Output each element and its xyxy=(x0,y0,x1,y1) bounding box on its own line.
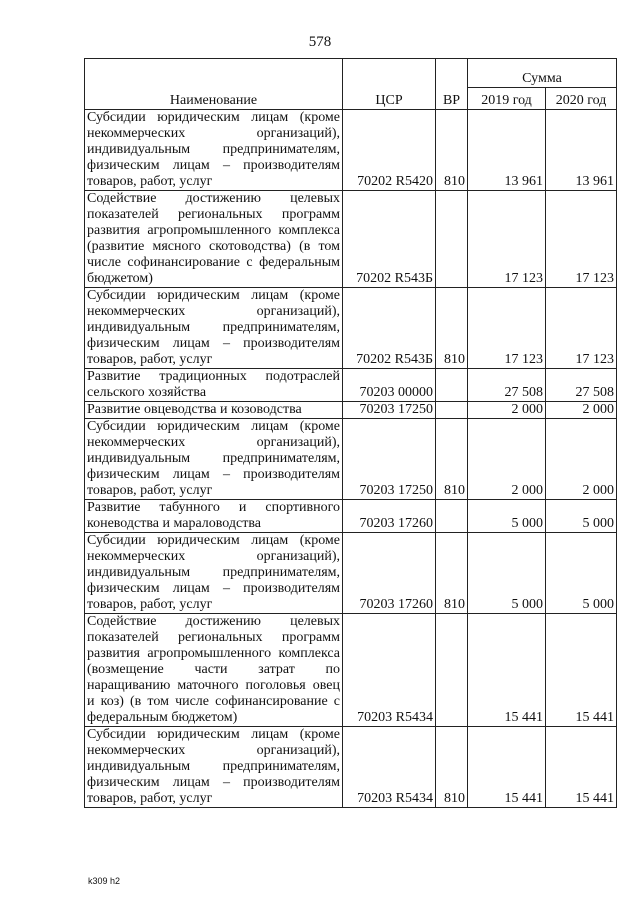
row-csr-cell: 70203 00000 xyxy=(343,369,436,402)
row-csr-cell: 70203 17260 xyxy=(343,533,436,614)
row-name-cell: Развитие табунного и спортивного коневодства и мараловодства xyxy=(85,500,343,533)
row-sum-2020-cell: 13 961 xyxy=(546,110,617,191)
row-sum-2020-cell: 2 000 xyxy=(546,402,617,419)
header-csr: ЦСР xyxy=(343,59,436,110)
footer-code: k309 h2 xyxy=(88,876,121,886)
row-vr-cell xyxy=(436,191,468,288)
row-sum-2019-cell: 15 441 xyxy=(468,727,546,808)
row-sum-2019-cell: 17 123 xyxy=(468,288,546,369)
row-sum-2020-cell: 2 000 xyxy=(546,419,617,500)
row-vr-cell xyxy=(436,500,468,533)
table-row xyxy=(85,369,617,402)
header-year-2019: 2019 год xyxy=(468,87,546,109)
row-sum-2020-cell: 5 000 xyxy=(546,500,617,533)
budget-table xyxy=(84,58,617,808)
row-name-cell: Субсидии юридическим лицам (кроме некоммерческих организаций), индивидуальным предпринимателям, физическим лицам – производителям товаров, работ, услуг xyxy=(85,110,343,191)
table-row xyxy=(85,110,617,191)
row-csr-cell: 70203 R5434 xyxy=(343,614,436,727)
row-name-cell: Субсидии юридическим лицам (кроме некоммерческих организаций), индивидуальным предпринимателям, физическим лицам – производителям товаров, работ, услуг xyxy=(85,727,343,808)
row-name-cell: Субсидии юридическим лицам (кроме некоммерческих организаций), индивидуальным предпринимателям, физическим лицам – производителям товаров, работ, услуг xyxy=(85,419,343,500)
row-vr-cell: 810 xyxy=(436,288,468,369)
row-sum-2019-cell: 2 000 xyxy=(468,402,546,419)
row-sum-2020-cell: 17 123 xyxy=(546,191,617,288)
row-sum-2020-cell: 17 123 xyxy=(546,288,617,369)
row-name-cell: Содействие достижению целевых показателей региональных программ развития агропромышленного комплекса (развитие мясного скотоводства) (в том числе софинансирование с федеральным бюджетом) xyxy=(85,191,343,288)
row-vr-cell xyxy=(436,369,468,402)
header-year-2020: 2020 год xyxy=(546,87,617,109)
row-sum-2020-cell: 15 441 xyxy=(546,614,617,727)
row-sum-2020-cell: 5 000 xyxy=(546,533,617,614)
header-sum: Сумма xyxy=(468,59,617,88)
table-row xyxy=(85,191,617,288)
row-vr-cell xyxy=(436,614,468,727)
row-csr-cell: 70202 R5420 xyxy=(343,110,436,191)
row-csr-cell: 70203 R5434 xyxy=(343,727,436,808)
row-csr-cell: 70203 17250 xyxy=(343,419,436,500)
row-sum-2019-cell: 2 000 xyxy=(468,419,546,500)
row-sum-2019-cell: 5 000 xyxy=(468,500,546,533)
row-vr-cell: 810 xyxy=(436,727,468,808)
row-csr-cell: 70202 R543Б xyxy=(343,288,436,369)
table-row xyxy=(85,614,617,727)
row-vr-cell xyxy=(436,402,468,419)
row-name-cell: Развитие традиционных подотраслей сельского хозяйства xyxy=(85,369,343,402)
header-vr: ВР xyxy=(436,59,468,110)
table-row xyxy=(85,727,617,808)
table-row xyxy=(85,500,617,533)
table-body xyxy=(85,110,617,808)
row-sum-2019-cell: 13 961 xyxy=(468,110,546,191)
row-name-cell: Содействие достижению целевых показателей региональных программ развития агропромышленного комплекса (возмещение части затрат по наращиванию маточного поголовья овец и коз) (в том числе софинансирование с федеральным бюджетом) xyxy=(85,614,343,727)
header-name: Наименование xyxy=(85,59,343,110)
page-number: 578 xyxy=(308,34,332,50)
row-sum-2020-cell: 15 441 xyxy=(546,727,617,808)
row-csr-cell: 70203 17250 xyxy=(343,402,436,419)
row-sum-2019-cell: 27 508 xyxy=(468,369,546,402)
row-csr-cell: 70202 R543Б xyxy=(343,191,436,288)
table-row xyxy=(85,419,617,500)
row-vr-cell: 810 xyxy=(436,533,468,614)
row-sum-2020-cell: 27 508 xyxy=(546,369,617,402)
table-row xyxy=(85,288,617,369)
row-vr-cell: 810 xyxy=(436,419,468,500)
row-csr-cell: 70203 17260 xyxy=(343,500,436,533)
row-sum-2019-cell: 15 441 xyxy=(468,614,546,727)
table-row xyxy=(85,402,617,419)
row-sum-2019-cell: 5 000 xyxy=(468,533,546,614)
row-name-cell: Развитие овцеводства и козоводства xyxy=(85,402,343,419)
table-row xyxy=(85,533,617,614)
row-name-cell: Субсидии юридическим лицам (кроме некоммерческих организаций), индивидуальным предпринимателям, физическим лицам – производителям товаров, работ, услуг xyxy=(85,288,343,369)
row-vr-cell: 810 xyxy=(436,110,468,191)
row-sum-2019-cell: 17 123 xyxy=(468,191,546,288)
row-name-cell: Субсидии юридическим лицам (кроме некоммерческих организаций), индивидуальным предпринимателям, физическим лицам – производителям товаров, работ, услуг xyxy=(85,533,343,614)
